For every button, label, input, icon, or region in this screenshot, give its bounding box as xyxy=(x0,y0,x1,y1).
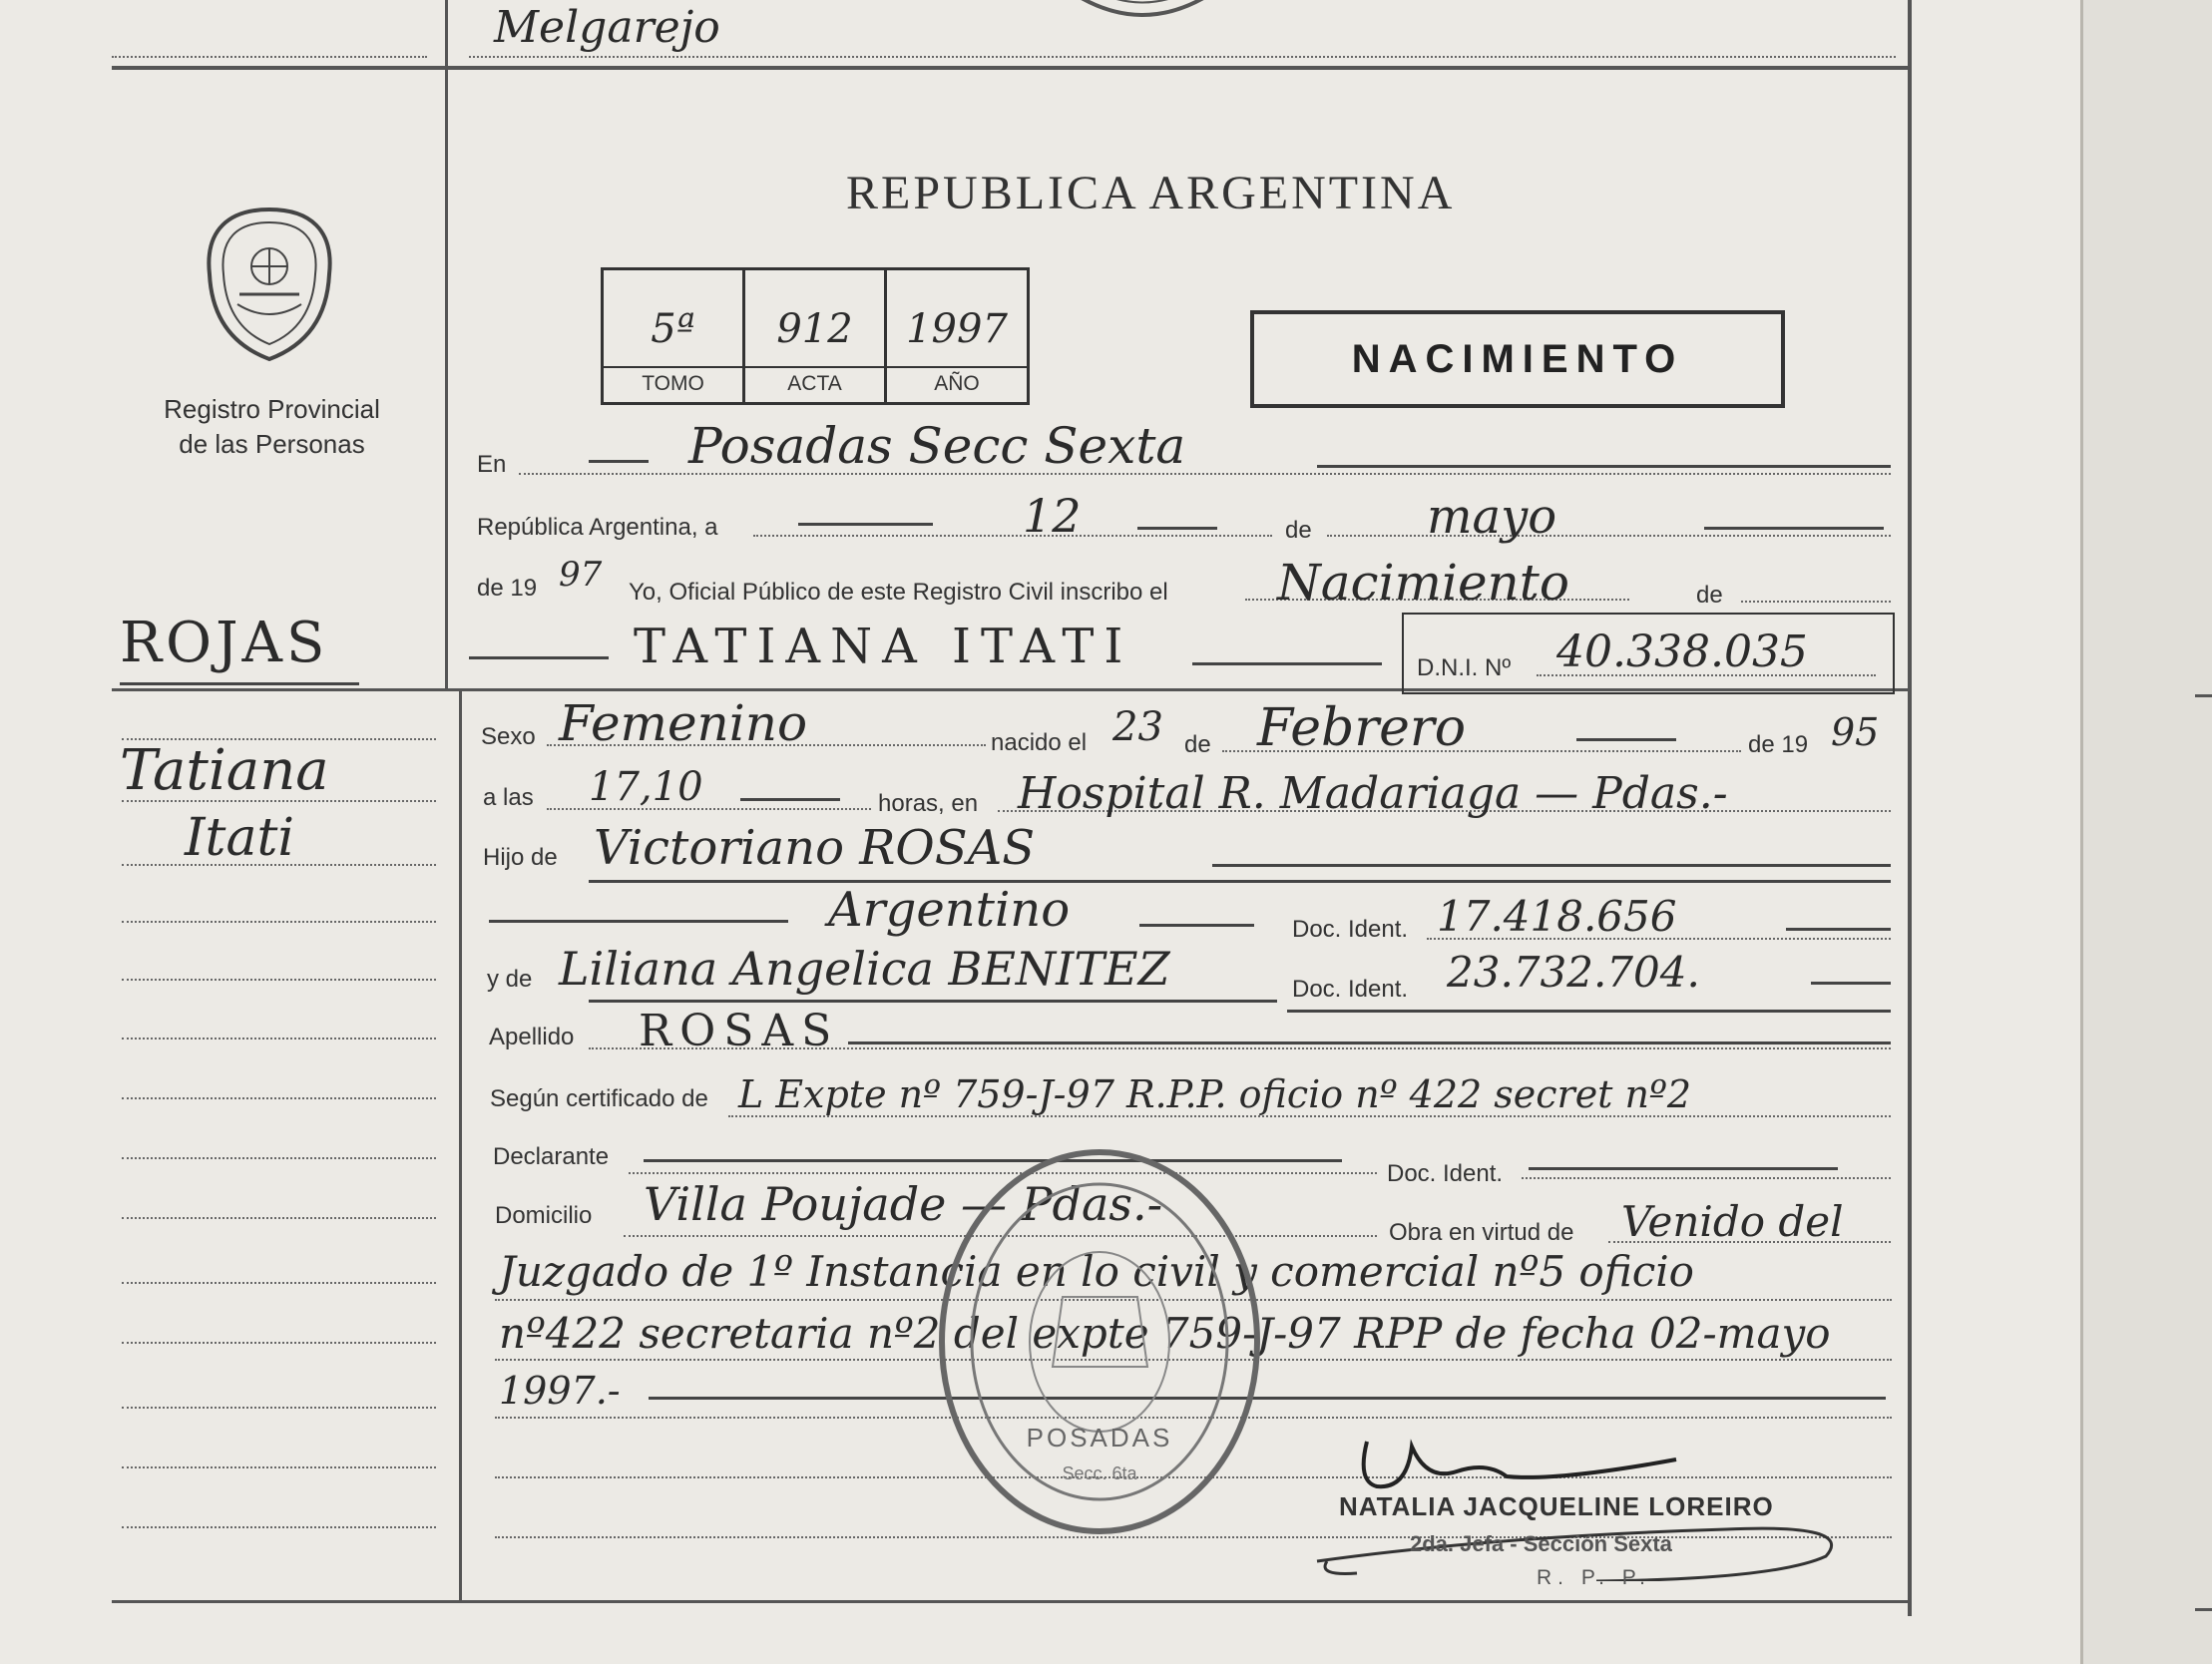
obra-label: Obra en virtud de xyxy=(1389,1219,1574,1246)
dotted-line xyxy=(1741,601,1891,603)
republica-label: República Argentina, a xyxy=(477,514,718,541)
obra-continuation-2: nº422 secretaria nº2 del expte 759-J-97 RPP de fecha 02-mayo xyxy=(499,1309,1831,1358)
underline xyxy=(589,1000,1277,1003)
de19-label: de 19 xyxy=(477,575,538,602)
dotted-line xyxy=(122,1526,436,1528)
dotted-line xyxy=(122,864,436,866)
anio-cell xyxy=(887,270,1027,402)
day-value: 12 xyxy=(1023,489,1082,543)
dotted-line xyxy=(122,1217,436,1219)
registry-label-line2: de las Personas xyxy=(179,429,365,459)
dash xyxy=(469,656,609,659)
underline xyxy=(589,880,1891,883)
dash xyxy=(798,523,933,526)
dash xyxy=(1786,928,1891,931)
birth-place: Hospital R. Madariaga — Pdas.- xyxy=(1018,768,1728,819)
country-title: REPUBLICA ARGENTINA xyxy=(846,167,1456,219)
obra-continuation-1: Juzgado de 1º Instancia en lo civil y comercial nº5 oficio xyxy=(499,1247,1694,1296)
anio-label: AÑO xyxy=(887,366,1027,396)
dash xyxy=(1137,527,1217,530)
acta-cell xyxy=(745,270,887,402)
misiones-emblem xyxy=(200,205,339,364)
acta-label: ACTA xyxy=(745,366,884,396)
hijo-label: Hijo de xyxy=(483,844,558,871)
dotted-line xyxy=(1427,938,1891,940)
dotted-line xyxy=(122,1342,436,1344)
doc-label: Doc. Ident. xyxy=(1292,916,1409,943)
apellido-value: ROSAS xyxy=(639,1006,840,1056)
en-label: En xyxy=(477,451,507,478)
dni-value: 40.338.035 xyxy=(1556,626,1808,677)
edge-mark xyxy=(2195,1608,2212,1611)
dotted-line xyxy=(122,979,436,981)
dash xyxy=(1317,465,1891,468)
dash xyxy=(740,798,840,801)
dotted-line xyxy=(122,1282,436,1284)
father-doc: 17.418.656 xyxy=(1437,892,1677,941)
record-box xyxy=(601,267,1030,405)
yo-text: Yo, Oficial Público de este Registro Civil inscribo el xyxy=(629,579,1168,606)
dotted-line xyxy=(122,921,436,923)
dotted-line xyxy=(1327,535,1891,537)
seal-sub-text: Secc. 6ta xyxy=(1062,1463,1137,1483)
dotted-line xyxy=(122,800,436,802)
official-org: R. P. P. xyxy=(1537,1566,1651,1589)
column-divider xyxy=(445,0,448,688)
frame-bottom-line xyxy=(112,1600,1910,1603)
tomo-label: TOMO xyxy=(604,366,742,396)
dotted-line xyxy=(122,1157,436,1159)
dash xyxy=(489,920,788,923)
tomo-value: 5ª xyxy=(651,306,695,352)
column-divider-lower xyxy=(459,688,462,1601)
acto-value: Nacimiento xyxy=(1277,554,1569,612)
domicilio-value: Villa Poujade — Pdas.- xyxy=(644,1177,1163,1231)
left-given-name-1: Tatiana xyxy=(120,738,329,803)
underline xyxy=(1287,1010,1891,1013)
de19-label-2: de 19 xyxy=(1748,731,1809,758)
dotted-line xyxy=(122,738,436,740)
seal-center-text: POSADAS xyxy=(1026,1423,1173,1453)
dash xyxy=(1704,527,1884,530)
horas-label: horas, en xyxy=(878,790,979,817)
top-stamp xyxy=(1028,0,1257,50)
domicilio-label: Domicilio xyxy=(495,1202,593,1229)
dotted-line xyxy=(122,1038,436,1040)
dash xyxy=(649,1397,1886,1400)
dash xyxy=(1811,982,1891,985)
dotted-line xyxy=(469,56,1896,58)
child-name: TATIANA ITATI xyxy=(634,619,1133,674)
document-type-box xyxy=(1250,310,1785,408)
segun-value: L Expte nº 759-J-97 R.P.P. oficio nº 422 secret nº2 xyxy=(738,1072,1692,1116)
de-label-3: de xyxy=(1184,731,1211,758)
sexo-value: Femenino xyxy=(559,694,808,752)
anio-value: 1997 xyxy=(906,306,1008,352)
obra-value: Venido del xyxy=(1621,1197,1844,1246)
hour-value: 17,10 xyxy=(589,764,703,810)
registry-label-line1: Registro Provincial xyxy=(164,394,380,424)
official-seal xyxy=(938,1147,1262,1536)
dash xyxy=(1192,662,1382,665)
top-handwriting: Melgarejo xyxy=(494,2,720,53)
dotted-line xyxy=(112,56,427,58)
official-role: 2da. Jefa - Sección Sexta xyxy=(1410,1531,1672,1556)
alas-label: a las xyxy=(483,784,534,811)
dotted-line xyxy=(122,1466,436,1468)
mother-name: Liliana Angelica BENITEZ xyxy=(559,942,1170,996)
sexo-label: Sexo xyxy=(481,723,536,750)
de-label-2: de xyxy=(1696,582,1723,609)
frame-top-line xyxy=(112,66,1910,70)
left-surname: ROJAS xyxy=(120,611,329,675)
underline xyxy=(120,682,359,685)
left-given-name-2: Itati xyxy=(185,808,294,868)
birth-year: 95 xyxy=(1831,710,1880,754)
dash xyxy=(589,460,649,463)
edge-mark xyxy=(2195,694,2212,697)
yde-label: y de xyxy=(487,966,533,993)
dotted-line xyxy=(122,1407,436,1409)
declarante-label: Declarante xyxy=(493,1143,610,1170)
document-type: NACIMIENTO xyxy=(1351,336,1684,381)
year-value: 97 xyxy=(559,555,603,595)
father-name: Victoriano ROSAS xyxy=(594,820,1036,876)
dotted-line xyxy=(753,535,1272,537)
birth-month: Febrero xyxy=(1257,698,1467,758)
dash xyxy=(1576,738,1676,741)
mother-doc: 23.732.704. xyxy=(1447,948,1700,997)
birth-day: 23 xyxy=(1112,704,1163,750)
en-value: Posadas Secc Sexta xyxy=(688,417,1186,475)
month-value: mayo xyxy=(1427,489,1557,545)
dash xyxy=(1139,924,1254,927)
de-label: de xyxy=(1285,517,1312,544)
official-name: NATALIA JACQUELINE LOREIRO xyxy=(1339,1491,1774,1521)
dni-label: D.N.I. Nº xyxy=(1417,654,1512,681)
tomo-cell xyxy=(604,270,745,402)
doc-label-3: Doc. Ident. xyxy=(1387,1160,1504,1187)
dash xyxy=(848,1041,1891,1044)
frame-right-line xyxy=(1908,0,1912,1616)
segun-label: Según certificado de xyxy=(490,1085,708,1112)
acta-value: 912 xyxy=(776,306,853,352)
dash xyxy=(1529,1167,1838,1170)
doc-label-2: Doc. Ident. xyxy=(1292,976,1409,1003)
obra-continuation-3: 1997.- xyxy=(499,1369,621,1413)
nacido-label: nacido el xyxy=(991,729,1088,756)
dotted-line xyxy=(1537,674,1876,676)
apellido-label: Apellido xyxy=(489,1024,575,1050)
father-nationality: Argentino xyxy=(828,882,1071,938)
dash xyxy=(1212,864,1891,867)
dotted-line xyxy=(1522,1177,1891,1179)
dotted-line xyxy=(122,1097,436,1099)
page-edge xyxy=(2080,0,2212,1664)
